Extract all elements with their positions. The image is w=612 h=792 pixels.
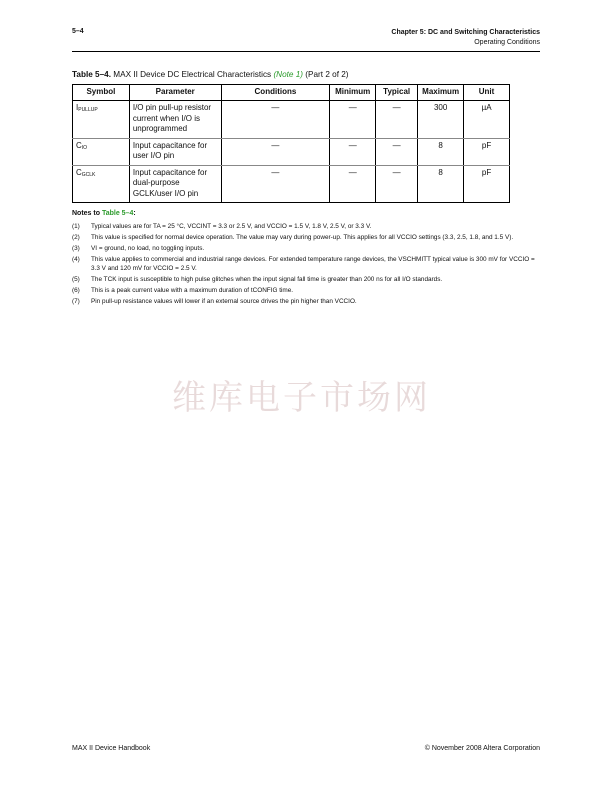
conditions-cell: — bbox=[221, 101, 330, 139]
unit-cell: µA bbox=[464, 101, 510, 139]
table-caption bbox=[72, 70, 349, 79]
column-header: Conditions bbox=[221, 85, 330, 101]
typical-cell: — bbox=[376, 165, 418, 203]
table-title: MAX II Device DC Electrical Characteristics bbox=[113, 70, 272, 79]
column-header: Symbol bbox=[73, 85, 130, 101]
maximum-cell: 300 bbox=[418, 101, 464, 139]
table-row bbox=[73, 138, 510, 165]
note-item: (3) VI = ground, no load, no toggling inputs. bbox=[72, 244, 205, 252]
notes-table-link[interactable]: Table 5–4 bbox=[101, 210, 134, 217]
table-row bbox=[73, 101, 510, 139]
notes-title: Notes to Table 5–4: bbox=[72, 210, 136, 217]
parameter-cell: Input capacitance for user I/O pin bbox=[129, 138, 221, 165]
conditions-cell: — bbox=[221, 138, 330, 165]
minimum-cell: — bbox=[330, 165, 376, 203]
minimum-cell: — bbox=[330, 138, 376, 165]
table-note-link[interactable]: (Note 1) bbox=[273, 70, 304, 79]
column-header: Parameter bbox=[129, 85, 221, 101]
note-item: (5) The TCK input is susceptible to high pulse glitches when the input signal fall time is greater than 200 ns for all I/O standards. bbox=[72, 275, 443, 283]
table-header-row bbox=[73, 85, 510, 101]
chapter-title: Chapter 5: DC and Switching Characteristics bbox=[391, 29, 540, 36]
footer-copyright: © November 2008 Altera Corporation bbox=[424, 745, 540, 752]
typical-cell: — bbox=[376, 138, 418, 165]
dc-characteristics-table bbox=[72, 84, 510, 203]
typical-cell: — bbox=[376, 101, 418, 139]
footer-handbook: MAX II Device Handbook bbox=[72, 745, 151, 752]
header-divider bbox=[72, 51, 540, 52]
maximum-cell: 8 bbox=[418, 165, 464, 203]
column-header: Minimum bbox=[330, 85, 376, 101]
column-header: Unit bbox=[464, 85, 510, 101]
header-right bbox=[391, 28, 540, 48]
table-part: (Part 2 of 2) bbox=[305, 70, 349, 79]
table-notes bbox=[72, 210, 540, 310]
table-row bbox=[73, 165, 510, 203]
maximum-cell: 8 bbox=[418, 138, 464, 165]
symbol-cell: $I_{PULLUP}$ bbox=[73, 101, 130, 139]
page-number: 5–4 bbox=[72, 28, 84, 35]
note-item: (2) This value is specified for normal device operation. The value may vary during power-up. This applies for all VCCIO settings (3.3, 2.5, 1.8, and 1.5 V). bbox=[72, 233, 514, 241]
minimum-cell: — bbox=[330, 101, 376, 139]
watermark: 维库电子市场网 bbox=[172, 378, 431, 418]
note-item: (7) Pin pull-up resistance values will lower if an external source drives the pin higher than VCCIO. bbox=[72, 298, 357, 306]
section-title: Operating Conditions bbox=[474, 39, 540, 46]
note-item: (1) Typical values are for TA = 25 °C, VCCINT = 3.3 or 2.5 V, and VCCIO = 1.5 V, 1.8 V, 2.5 V, or 3.3 V. bbox=[72, 222, 372, 230]
symbol-cell: $C_{IO}$ bbox=[73, 138, 130, 165]
column-header: Maximum bbox=[418, 85, 464, 101]
symbol-cell: $C_{GCLK}$ bbox=[73, 165, 130, 203]
unit-cell: pF bbox=[464, 165, 510, 203]
table-label: Table 5–4. bbox=[72, 70, 111, 79]
column-header: Typical bbox=[376, 85, 418, 101]
conditions-cell: — bbox=[221, 165, 330, 203]
note-item: (4) This value applies to commercial and industrial range devices. For extended temperature range devices, the VSCHMITT typical value is 300 mV for VCCIO = 3.3 V and 120 mV for VCCIO = 2.5 V. bbox=[72, 256, 535, 272]
parameter-cell: I/O pin pull-up resistor current when I/O is unprogrammed bbox=[129, 101, 221, 139]
parameter-cell: Input capacitance for dual-purpose GCLK/user I/O pin bbox=[129, 165, 221, 203]
unit-cell: pF bbox=[464, 138, 510, 165]
note-item: (6) This is a peak current value with a maximum duration of tCONFIG time. bbox=[72, 287, 294, 295]
